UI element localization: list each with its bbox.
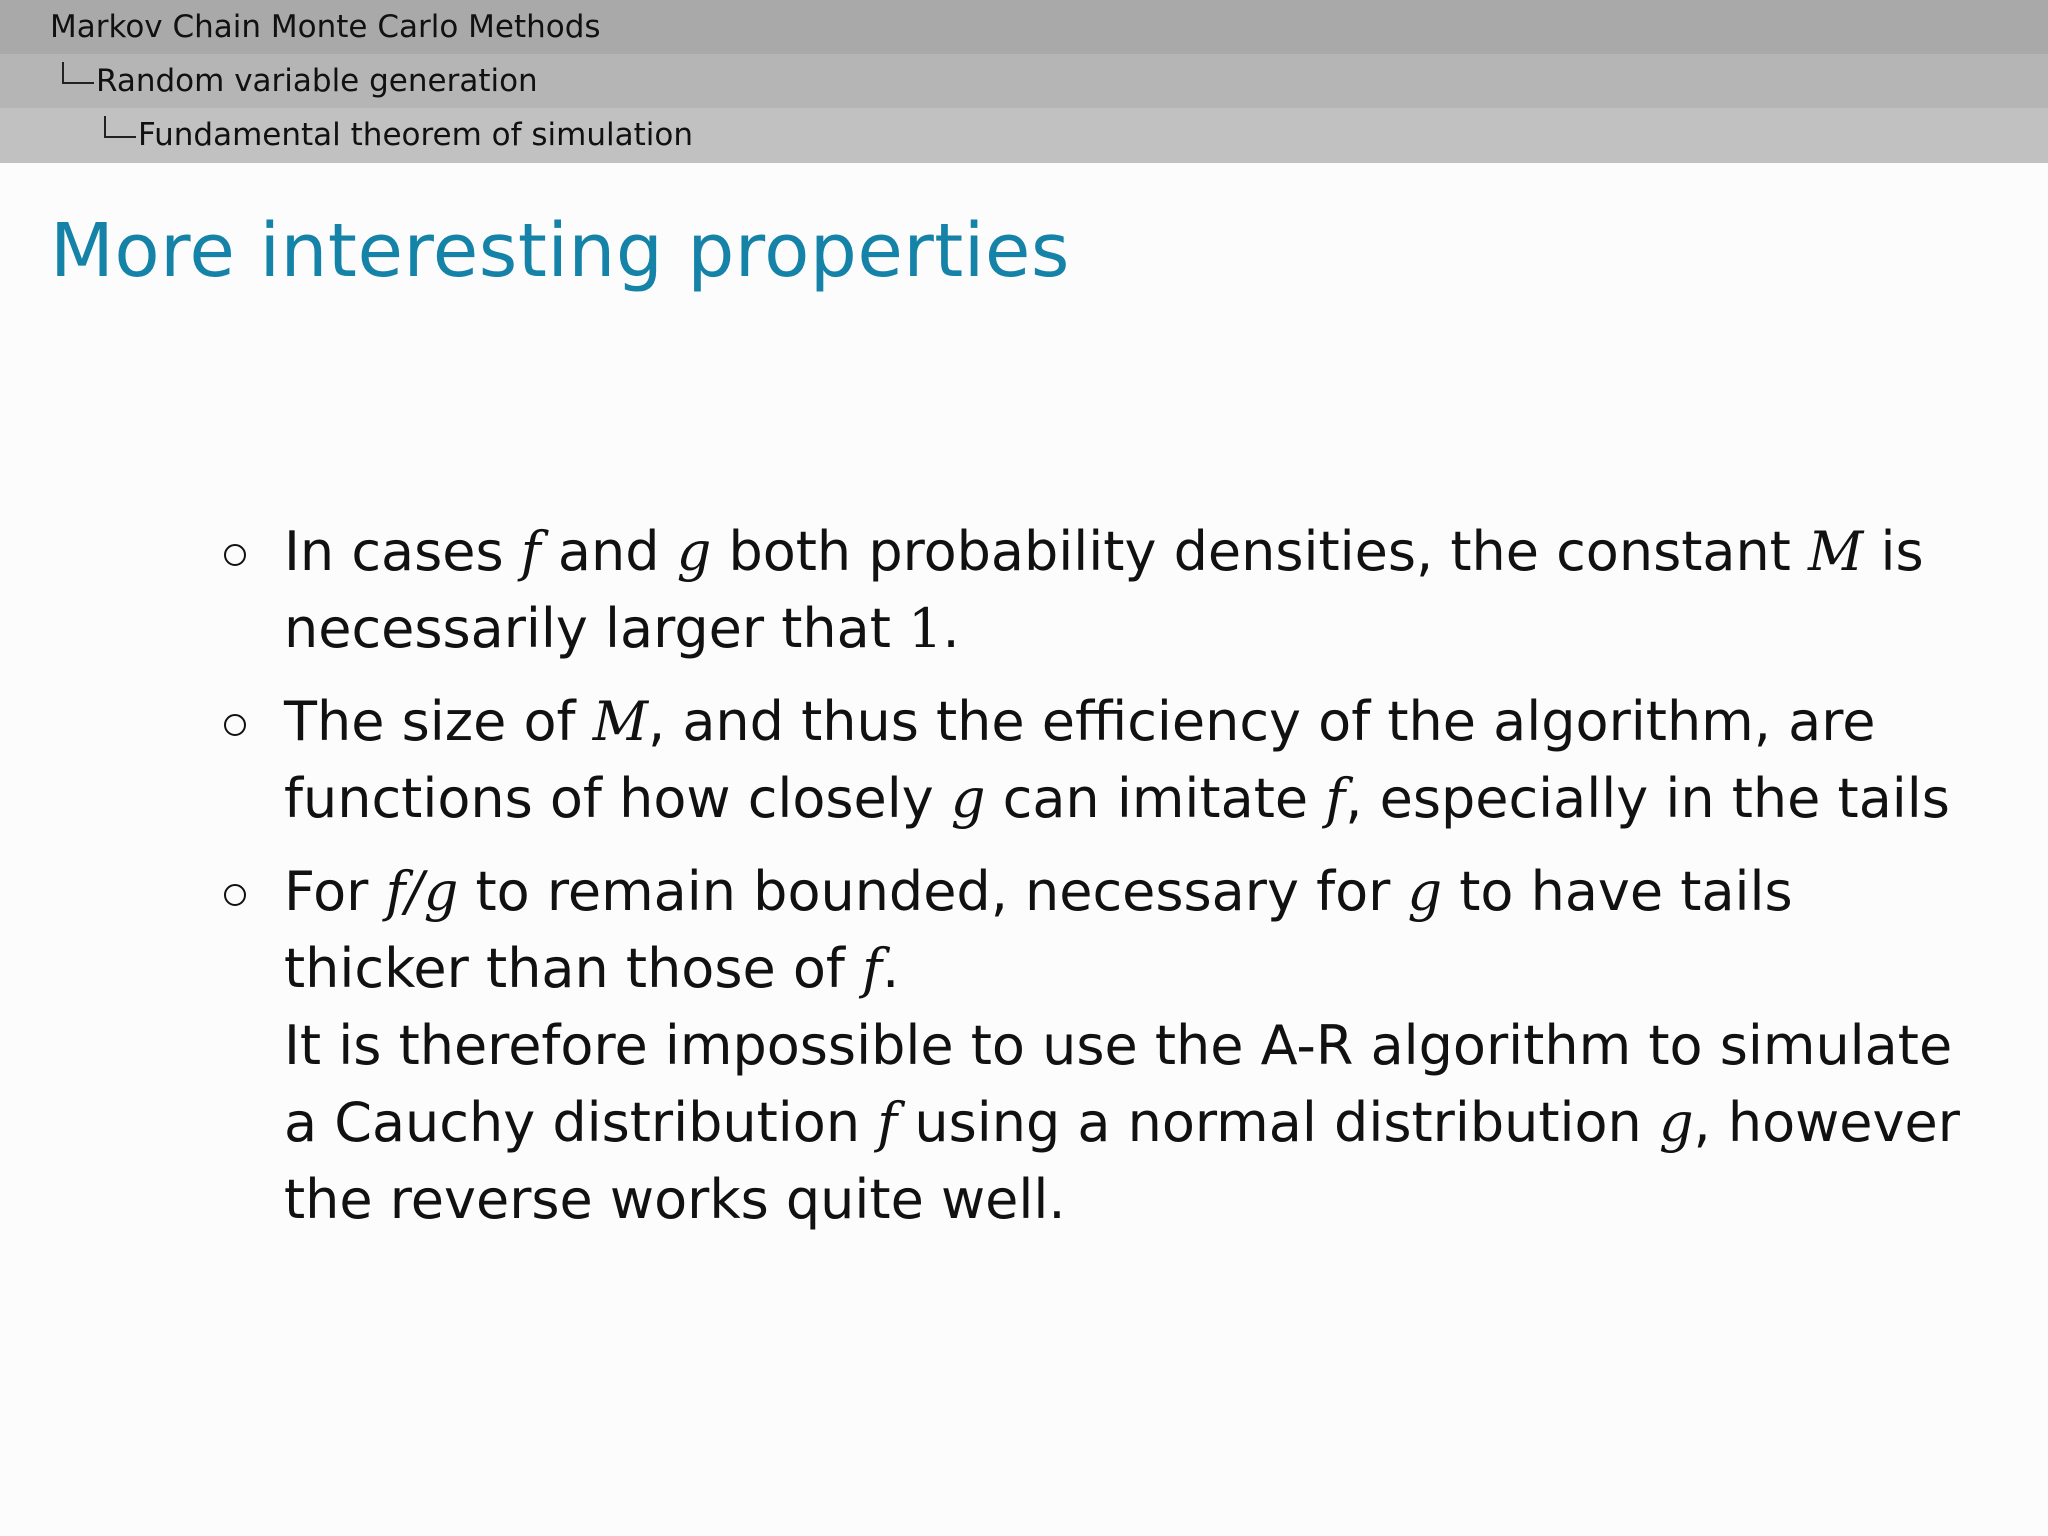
text-segment: . — [942, 597, 960, 660]
math-symbol: M — [592, 690, 648, 753]
math-symbol: f — [862, 937, 883, 1000]
text-segment: It is therefore impossible to use the A-R algorithm to simulate — [284, 1014, 1953, 1077]
text-segment: functions of how closely — [284, 767, 951, 830]
text-segment: necessarily larger that — [284, 597, 909, 660]
math-symbol: f — [877, 1091, 898, 1154]
text-segment: . — [882, 937, 900, 1000]
math-symbol: g — [1407, 860, 1443, 923]
text-segment: , especially in the tails — [1345, 767, 1950, 830]
list-item-line — [284, 1170, 1066, 1230]
headline-subsubsection: Fundamental theorem of simulation — [138, 117, 694, 153]
bullet-circle-icon — [224, 714, 246, 736]
headline-section: Markov Chain Monte Carlo Methods — [50, 9, 601, 45]
headline-subsection: Random variable generation — [96, 63, 538, 99]
math-symbol: g — [676, 520, 712, 583]
text-segment: For — [284, 860, 386, 923]
math-symbol: f — [520, 520, 541, 583]
text-segment: a Cauchy distribution — [284, 1091, 878, 1154]
text-segment: and — [540, 520, 677, 583]
bullet-circle-icon — [224, 544, 246, 566]
list-item-line — [284, 939, 899, 999]
math-symbol: M — [1808, 520, 1864, 583]
text-segment: can imitate — [985, 767, 1326, 830]
math-symbol: g — [950, 767, 986, 830]
list-item-line — [284, 522, 1924, 582]
text-segment: the reverse works quite well. — [284, 1168, 1066, 1231]
math-symbol: g — [1658, 1091, 1694, 1154]
text-segment: , and thus the efficiency of the algorithm, are — [647, 690, 1876, 753]
text-segment: In cases — [284, 520, 521, 583]
list-item-line — [284, 692, 1875, 752]
math-number: 1 — [908, 597, 943, 660]
bullet-circle-icon — [224, 884, 246, 906]
text-segment: to have tails — [1442, 860, 1793, 923]
text-segment: The size of — [284, 690, 593, 753]
text-segment: both probability densities, the constant — [711, 520, 1809, 583]
text-segment: , however — [1693, 1091, 1960, 1154]
text-segment: thicker than those of — [284, 937, 863, 1000]
list-item-line — [284, 1093, 1960, 1153]
math-symbol: f — [1325, 767, 1346, 830]
math-symbol: f/g — [385, 860, 459, 923]
text-segment: to remain bounded, necessary for — [458, 860, 1408, 923]
list-item-line — [284, 862, 1793, 922]
list-item-line — [284, 599, 960, 659]
frame-title: More interesting properties — [50, 208, 1070, 294]
text-segment: is — [1863, 520, 1924, 583]
list-item-line — [284, 1016, 1952, 1076]
list-item-line — [284, 769, 1950, 829]
text-segment: using a normal distribution — [897, 1091, 1659, 1154]
